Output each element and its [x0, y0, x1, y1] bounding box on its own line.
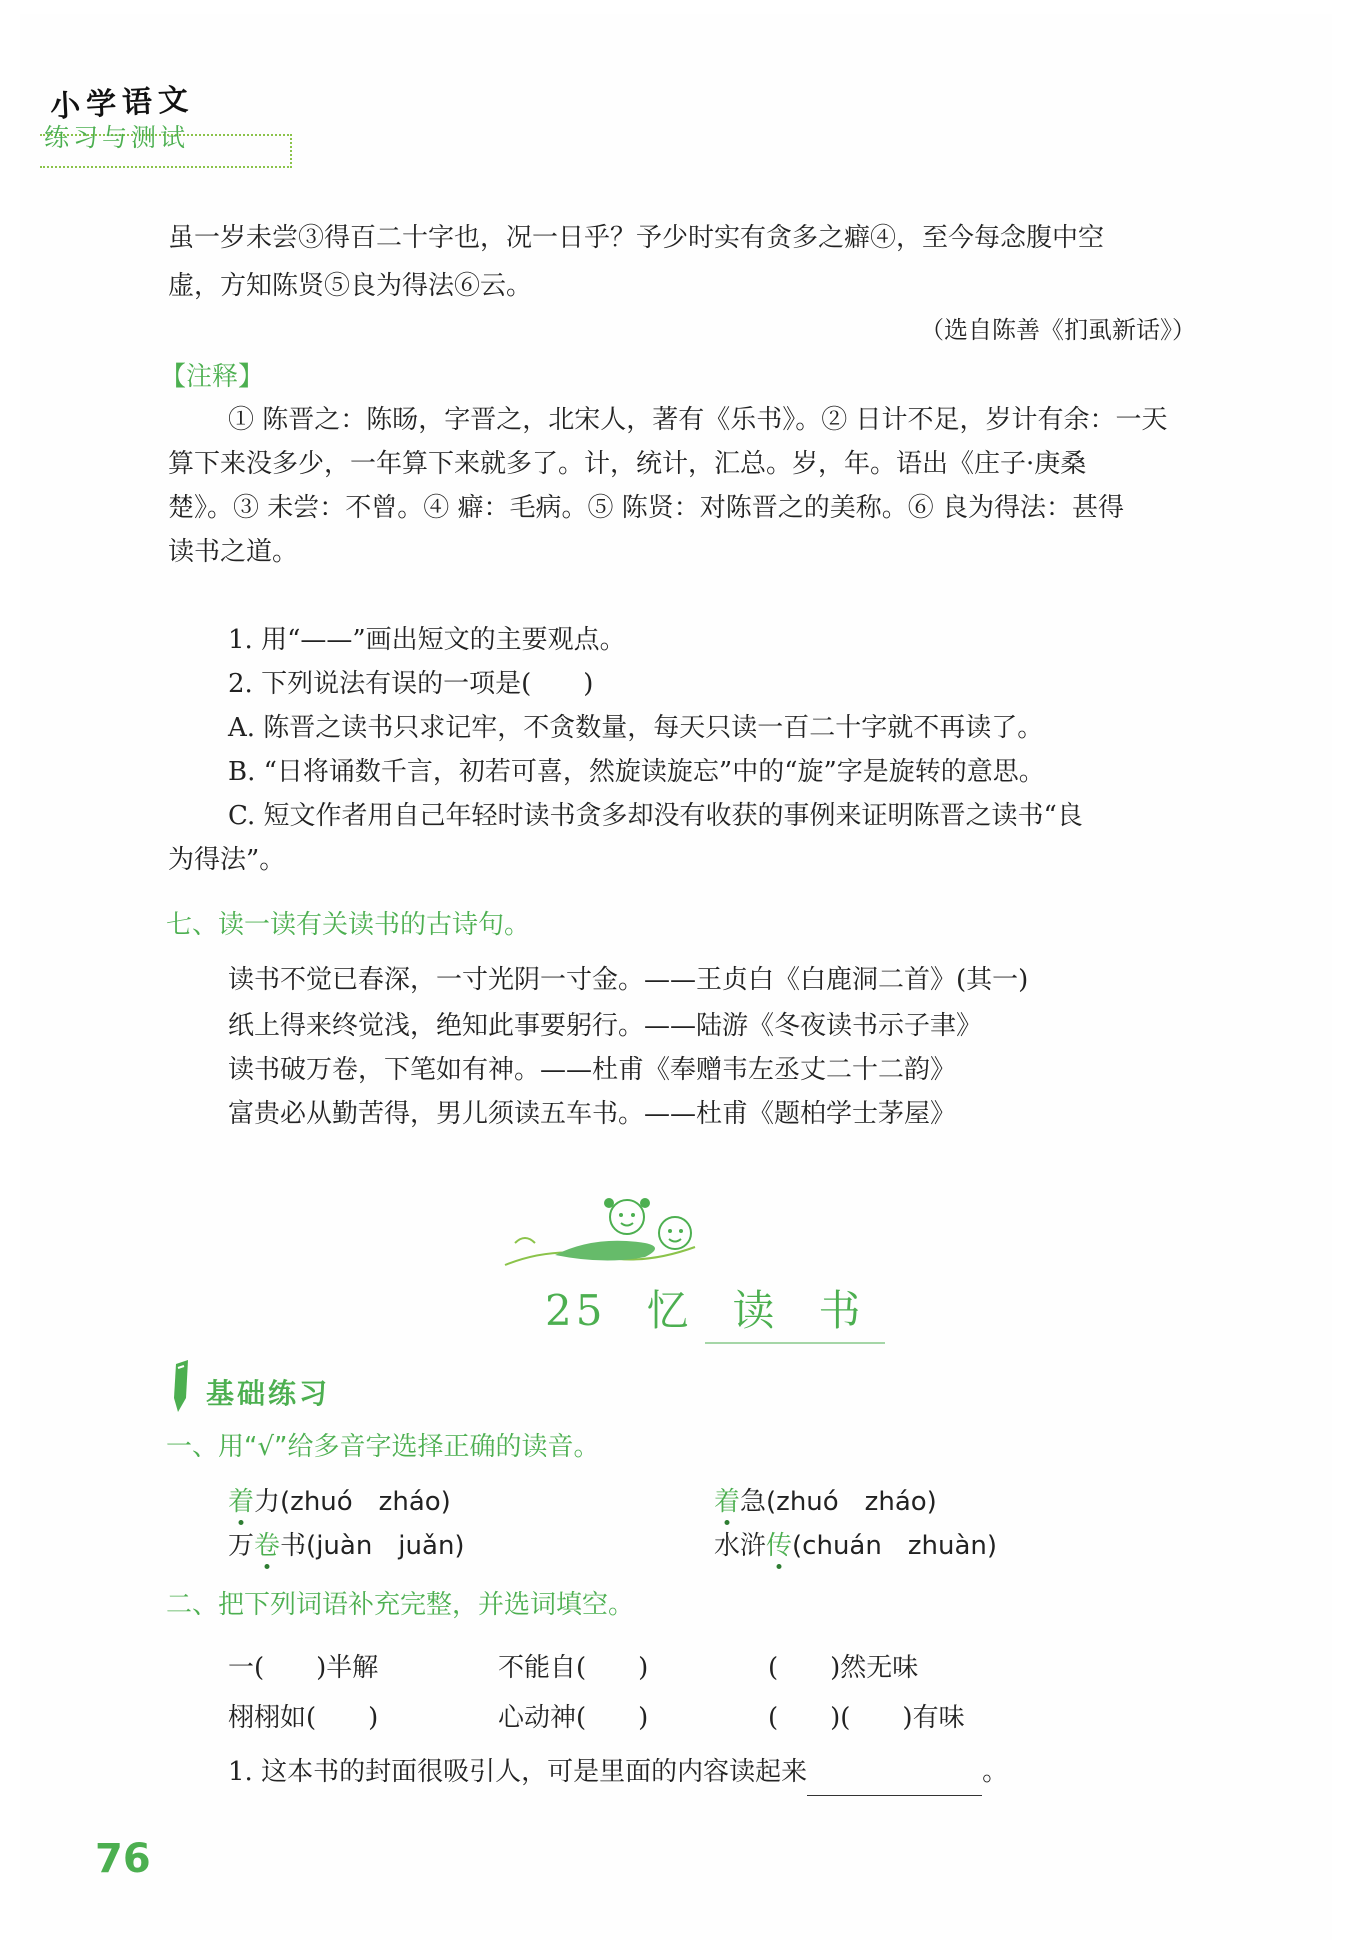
lesson-title-char: 书	[818, 1286, 865, 1335]
item-rest: 力	[254, 1487, 281, 1517]
answer-blank[interactable]	[807, 1767, 982, 1796]
poem-line: 读书不觉已春深，一寸光阴一寸金。——王贞白《白鹿洞二首》(其一)	[228, 965, 1029, 995]
item-prefix: 水浒	[714, 1531, 767, 1561]
polyphone-item	[228, 1522, 465, 1570]
word-blank: ( )然无味	[768, 1653, 919, 1683]
question-1: 1. 用“——”画出短文的主要观点。	[228, 625, 626, 655]
polyphone-item	[714, 1522, 997, 1570]
poem-line: 富贵必从勤苦得，男儿须读五车书。——杜甫《题柏学士茅屋》	[228, 1099, 957, 1129]
notes-line-3: 楚》。③ 未尝：不曾。④ 癖：毛病。⑤ 陈贤：对陈晋之的美称。⑥ 良为得法：甚得	[168, 493, 1125, 523]
basic-q2-heading: 二、把下列词语补充完整，并选词填空。	[166, 1590, 635, 1620]
word-blank: 一( )半解	[228, 1653, 379, 1683]
polyphone-item	[714, 1478, 937, 1526]
pinyin-options: (chuán zhuàn)	[792, 1531, 997, 1561]
lesson-number: 25	[545, 1286, 607, 1335]
passage-line-2: 虚，方知陈贤⑤良为得法⑥云。	[168, 271, 533, 301]
lesson-title-char: 读	[732, 1286, 779, 1335]
fill-sentence	[228, 1748, 1008, 1796]
fill-sentence-end: 。	[982, 1757, 1009, 1787]
option-c-line-1: C. 短文作者用自己年轻时读书贪多却没有收获的事例来证明陈晋之读书“良	[228, 801, 1083, 831]
book-title: 小学语文	[49, 82, 196, 125]
pinyin-options: (zhuó zháo)	[766, 1487, 937, 1517]
book-subtitle: 练习与测试	[44, 123, 190, 152]
polyphone-char: 传	[766, 1531, 793, 1561]
item-prefix: 万	[228, 1531, 255, 1561]
pinyin-options: (zhuó zháo)	[280, 1487, 451, 1517]
kids-reading-illustration	[495, 1185, 725, 1275]
pinyin-options: (juàn juǎn)	[306, 1531, 465, 1561]
polyphone-char: 卷	[254, 1531, 281, 1561]
section-7-heading: 七、读一读有关读书的古诗句。	[166, 910, 531, 940]
poem-line: 纸上得来终觉浅，绝知此事要躬行。——陆游《冬夜读书示子聿》	[228, 1011, 983, 1041]
page-number: 76	[95, 1836, 151, 1882]
word-blank: 不能自( )	[498, 1653, 649, 1683]
option-b: B. “日将诵数千言，初若可喜，然旋读旋忘”中的“旋”字是旋转的意思。	[228, 757, 1045, 787]
notes-line-4: 读书之道。	[168, 537, 299, 567]
word-blank: ( )( )有味	[768, 1703, 965, 1733]
passage-source: （选自陈善《扪虱新话》）	[920, 316, 1196, 344]
passage-line-1: 虽一岁未尝③得百二十字也，况一日乎？予少时实有贪多之癖④，至今每念腹中空	[168, 223, 1105, 253]
fill-sentence-text: 1. 这本书的封面很吸引人，可是里面的内容读起来	[228, 1757, 808, 1787]
option-c-line-2: 为得法”。	[168, 845, 286, 875]
lesson-title	[545, 1278, 865, 1338]
notes-label: 【注释】	[160, 362, 265, 392]
question-2: 2. 下列说法有误的一项是( )	[228, 669, 594, 699]
lesson-title-char: 忆	[646, 1286, 693, 1335]
pencil-icon	[168, 1358, 196, 1418]
item-rest: 急	[740, 1487, 767, 1517]
item-rest: 书	[280, 1531, 307, 1561]
poem-line: 读书破万卷，下笔如有神。——杜甫《奉赠韦左丞丈二十二韵》	[228, 1055, 957, 1085]
basic-q1-heading: 一、用“√”给多音字选择正确的读音。	[166, 1432, 600, 1462]
polyphone-item	[228, 1478, 451, 1526]
word-blank: 心动神( )	[498, 1703, 649, 1733]
basic-practice-heading: 基础练习	[206, 1377, 331, 1410]
notes-line-2: 算下来没多少，一年算下来就多了。计，统计，汇总。岁，年。语出《庄子·庚桑	[168, 449, 1087, 479]
notes-line-1: ① 陈晋之：陈旸，字晋之，北宋人，著有《乐书》。② 日计不足，岁计有余：一天	[228, 405, 1168, 435]
option-a: A. 陈晋之读书只求记牢，不贪数量，每天只读一百二十字就不再读了。	[228, 713, 1044, 743]
polyphone-char: 着	[228, 1487, 255, 1517]
word-blank: 栩栩如( )	[228, 1703, 379, 1733]
polyphone-char: 着	[714, 1487, 741, 1517]
title-underline	[705, 1342, 885, 1348]
